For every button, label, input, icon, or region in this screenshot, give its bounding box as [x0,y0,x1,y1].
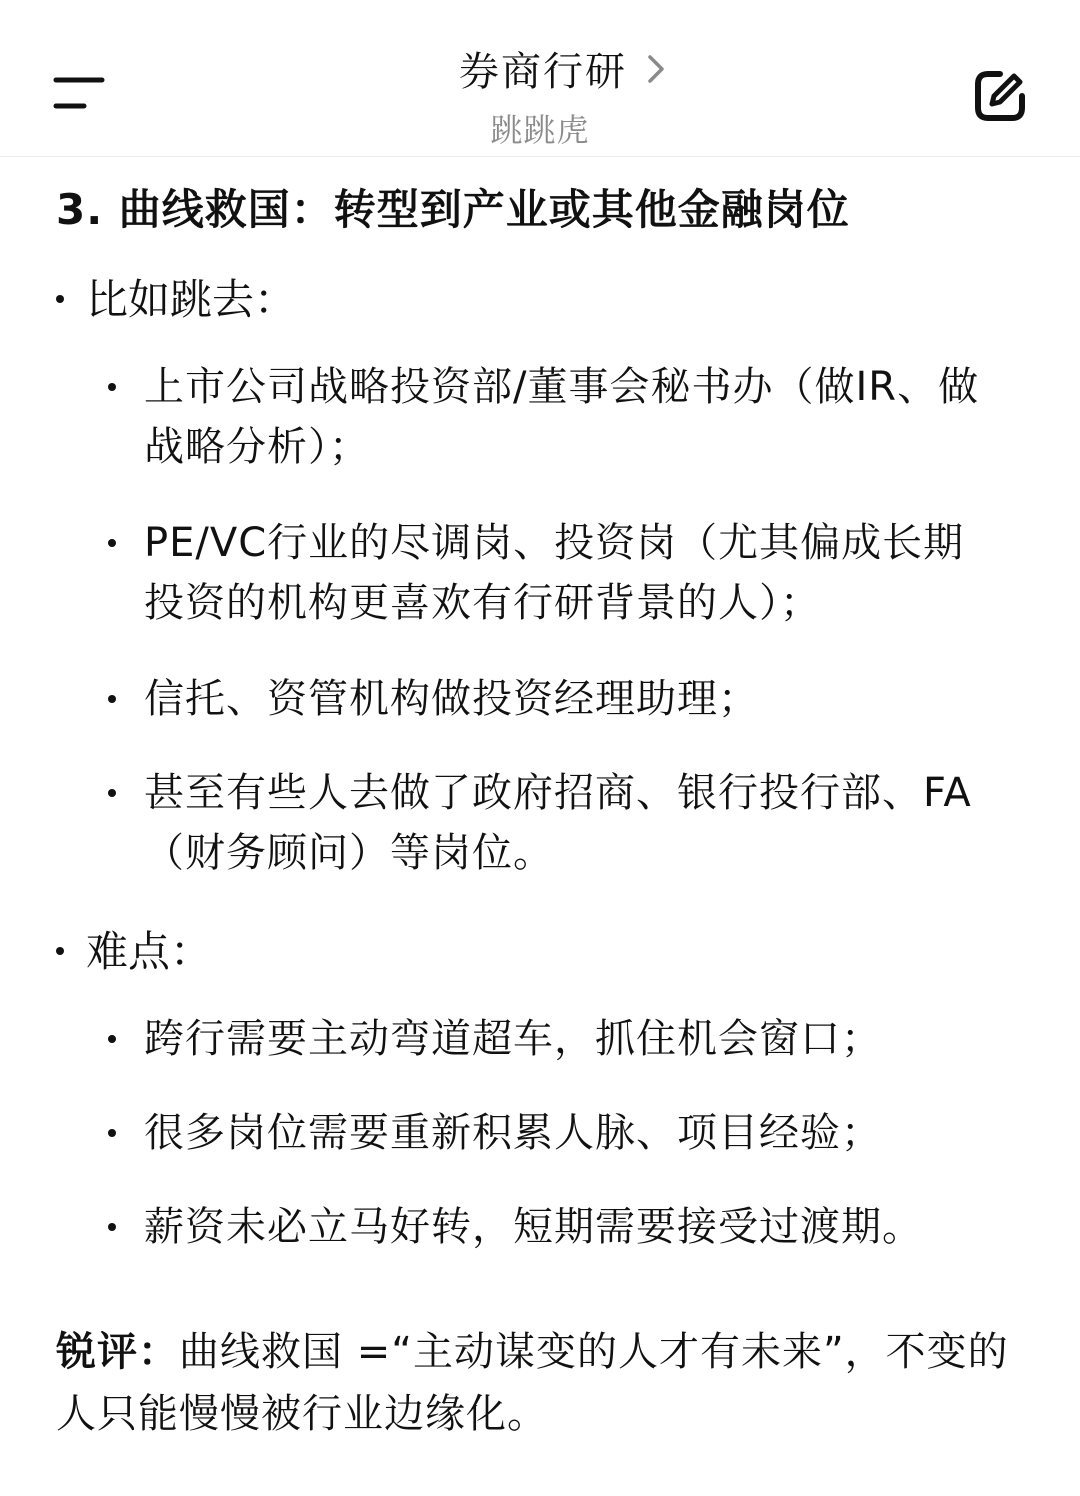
bullet-icon [108,1035,116,1043]
bullet-icon [108,383,116,391]
comment-text: 曲线救国 =“主动谋变的人才有未来”，不变的人只能慢慢被行业边缘化。 [56,1329,1009,1437]
bullet-icon [108,695,116,703]
list-item-text: 很多岗位需要重新积累人脉、项目经验； [144,1110,882,1156]
bullet-icon [108,1129,116,1137]
bullet-icon [108,789,116,797]
list-item-text: 薪资未必立马好转，短期需要接受过渡期。 [144,1204,923,1250]
page-subtitle: 跳跳虎 [490,111,590,149]
chevron-right-icon[interactable] [641,52,671,86]
list-item [56,919,212,979]
list-item-text: 跨行需要主动弯道超车，抓住机会窗口； [144,1016,882,1062]
page-title[interactable]: 券商行研 [459,49,627,95]
list-item-text: 甚至有些人去做了政府招商、银行投行部、FA（财务顾问）等岗位。 [144,770,972,876]
edit-icon[interactable] [970,66,1030,126]
list-item-text: 上市公司战略投资部/董事会秘书办（做IR、做战略分析）； [144,364,980,470]
closing-comment [56,1321,1026,1445]
bullet-icon [56,947,64,955]
bullet-icon [108,539,116,547]
comment-label: 锐评： [56,1329,179,1375]
list-item [56,267,296,327]
list-item-text: 信托、资管机构做投资经理助理； [144,676,759,722]
bullet-icon [108,1223,116,1231]
bullet-icon [56,295,64,303]
title-block[interactable] [0,40,1080,151]
list-item-text: PE/VC行业的尽调岗、投资岗（尤其偏成长期投资的机构更喜欢有行研背景的人）； [144,520,965,626]
section-title: 3. 曲线救国：转型到产业或其他金融岗位 [56,185,850,234]
top-bar [0,0,1080,157]
group-label: 比如跳去： [86,275,297,324]
group-label: 难点： [86,927,213,976]
